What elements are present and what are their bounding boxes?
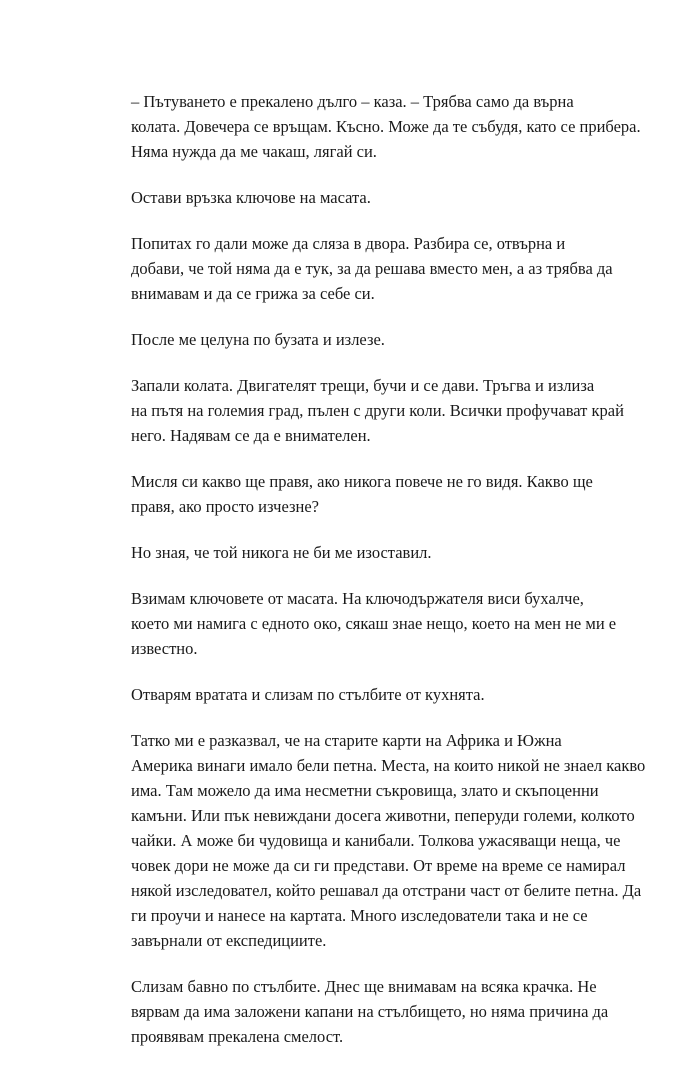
paragraph bbox=[95, 373, 624, 448]
text-line: Америка винаги имало бели петна. Места, на които никой не знаел какво bbox=[131, 756, 646, 775]
text-body bbox=[95, 89, 646, 1070]
text-line: Слизам бавно по стълбите. Днес ще внимавам на всяка крачка. Не bbox=[131, 977, 597, 996]
text-line: Но зная, че той никога не би ме изоставил. bbox=[131, 543, 432, 562]
text-line: правя, ако просто изчезне? bbox=[131, 497, 319, 516]
paragraph bbox=[95, 327, 620, 352]
text-line: проявявам прекалена смелост. bbox=[131, 1027, 344, 1046]
text-line: Няма нужда да ме чакаш, лягай си. bbox=[131, 142, 377, 161]
paragraph bbox=[95, 586, 620, 661]
paragraph bbox=[95, 974, 620, 1049]
text-line: Остави връзка ключове на масата. bbox=[131, 188, 371, 207]
paragraph bbox=[95, 231, 620, 306]
paragraph bbox=[95, 540, 620, 565]
text-line: на пътя на големия град, пълен с други коли. Всички профучават край bbox=[131, 401, 624, 420]
text-line: Отварям вратата и слизам по стълбите от кухнята. bbox=[131, 685, 485, 704]
text-line: После ме целуна по бузата и излезе. bbox=[131, 330, 385, 349]
paragraph bbox=[95, 469, 620, 519]
paragraph bbox=[95, 185, 620, 210]
text-line: вярвам да има заложени капани на стълбището, но няма причина да bbox=[131, 1002, 609, 1021]
text-line: камъни. Или пък невиждани досега животни, пеперуди големи, колкото bbox=[131, 806, 635, 825]
text-line: Попитах го дали може да сляза в двора. Разбира се, отвърна и bbox=[131, 234, 566, 253]
text-line: човек дори не може да си ги представи. От време на време се намирал bbox=[131, 856, 626, 875]
text-line: Запали колата. Двигателят трещи, бучи и се дави. Тръгва и излиза bbox=[131, 376, 595, 395]
text-line: някой изследовател, който решавал да отстрани част от белите петна. Да bbox=[131, 881, 642, 900]
text-line: него. Надявам се да е внимателен. bbox=[131, 426, 371, 445]
text-line: Татко ми е разказвал, че на старите карти на Африка и Южна bbox=[131, 731, 562, 750]
text-line: ги проучи и нанесе на картата. Много изследователи така и не се bbox=[131, 906, 588, 925]
paragraph bbox=[95, 682, 620, 707]
text-line: внимавам и да се грижа за себе си. bbox=[131, 284, 375, 303]
paragraph bbox=[95, 89, 641, 164]
text-line: колата. Довечера се връщам. Късно. Може да те събудя, като се прибера. bbox=[131, 117, 641, 136]
text-line: известно. bbox=[131, 639, 198, 658]
text-line: Взимам ключовете от масата. На ключодържателя виси бухалче, bbox=[131, 589, 584, 608]
text-line: – Пътуването е прекалено дълго – каза. – Трябва само да върна bbox=[131, 92, 574, 111]
paragraph bbox=[95, 728, 646, 953]
text-line: чайки. А може би чудовища и канибали. Толкова ужасяващи неща, че bbox=[131, 831, 621, 850]
text-line: което ми намига с едното око, сякаш знае нещо, което на мен не ми е bbox=[131, 614, 617, 633]
text-line: добави, че той няма да е тук, за да решава вместо мен, а аз трябва да bbox=[131, 259, 613, 278]
text-line: завърнали от експедициите. bbox=[131, 931, 327, 950]
text-line: Мисля си какво ще правя, ако никога повече не го видя. Какво ще bbox=[131, 472, 593, 491]
text-line: има. Там можело да има несметни съкровища, злато и скъпоценни bbox=[131, 781, 599, 800]
